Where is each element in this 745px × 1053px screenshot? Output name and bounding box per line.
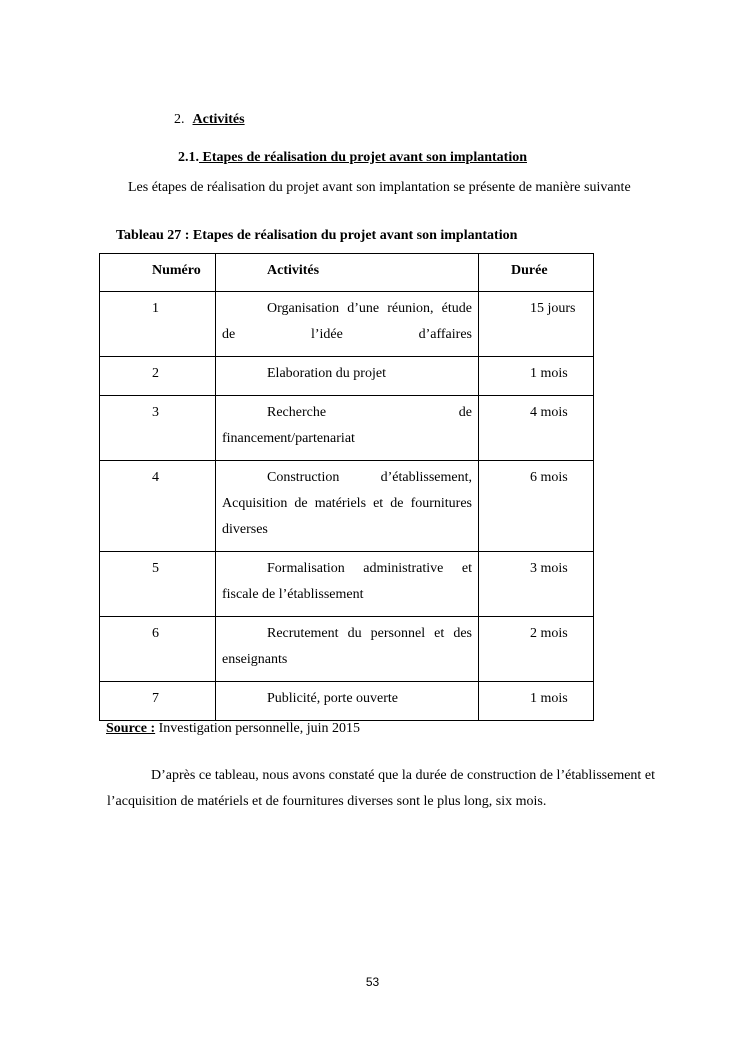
cell-activite: Organisation d’une réunion, étude de l’idée d’affaires bbox=[216, 292, 479, 357]
cell-numero: 7 bbox=[100, 682, 216, 721]
cell-activite: Elaboration du projet bbox=[216, 357, 479, 396]
conclusion-paragraph: D’après ce tableau, nous avons constaté que la durée de construction de l’établissement et l’acquisition de matériels et de fournitures diverses sont le plus long, six mois. bbox=[107, 768, 655, 809]
intro-text: Les étapes de réalisation du projet avant son implantation se présente de manière suivante bbox=[128, 180, 631, 195]
cell-numero: 1 bbox=[100, 292, 216, 357]
source-label: Source : bbox=[106, 721, 156, 736]
cell-numero: 4 bbox=[100, 461, 216, 552]
cell-duree: 15 jours bbox=[479, 292, 594, 357]
cell-numero: 2 bbox=[100, 357, 216, 396]
table-row bbox=[100, 682, 594, 721]
section-heading bbox=[174, 112, 245, 128]
cell-activite: Publicité, porte ouverte bbox=[216, 682, 479, 721]
section-number: 2. bbox=[174, 112, 185, 127]
table-row bbox=[100, 396, 594, 461]
cell-activite: Recrutement du personnel et des enseignants bbox=[216, 617, 479, 682]
cell-activite: Formalisation administrative et fiscale de l’établissement bbox=[216, 552, 479, 617]
cell-duree: 1 mois bbox=[479, 357, 594, 396]
cell-duree: 3 mois bbox=[479, 552, 594, 617]
intro-paragraph bbox=[107, 175, 655, 201]
steps-table bbox=[99, 253, 594, 721]
cell-duree: 1 mois bbox=[479, 682, 594, 721]
table-row bbox=[100, 357, 594, 396]
page-number: 53 bbox=[365, 975, 380, 989]
source-text: Investigation personnelle, juin 2015 bbox=[155, 721, 361, 736]
cell-duree: 4 mois bbox=[479, 396, 594, 461]
section-title: Activités bbox=[192, 112, 245, 127]
table-header-row bbox=[100, 254, 594, 292]
cell-activite: Recherche de financement/partenariat bbox=[216, 396, 479, 461]
subsection-title: Etapes de réalisation du projet avant son implantation bbox=[199, 150, 527, 165]
header-duree: Durée bbox=[479, 254, 594, 292]
table-row bbox=[100, 617, 594, 682]
header-activites: Activités bbox=[216, 254, 479, 292]
table-row bbox=[100, 292, 594, 357]
cell-duree: 6 mois bbox=[479, 461, 594, 552]
table-caption: Tableau 27 : Etapes de réalisation du projet avant son implantation bbox=[116, 228, 518, 243]
cell-duree: 2 mois bbox=[479, 617, 594, 682]
header-numero: Numéro bbox=[100, 254, 216, 292]
subsection-heading bbox=[178, 150, 527, 166]
table-row bbox=[100, 461, 594, 552]
cell-numero: 5 bbox=[100, 552, 216, 617]
subsection-number: 2.1. bbox=[178, 150, 199, 165]
cell-activite: Construction d’établissement, Acquisition de matériels et de fournitures diverses bbox=[216, 461, 479, 552]
table-row bbox=[100, 552, 594, 617]
table-source bbox=[106, 721, 360, 737]
cell-numero: 3 bbox=[100, 396, 216, 461]
cell-numero: 6 bbox=[100, 617, 216, 682]
